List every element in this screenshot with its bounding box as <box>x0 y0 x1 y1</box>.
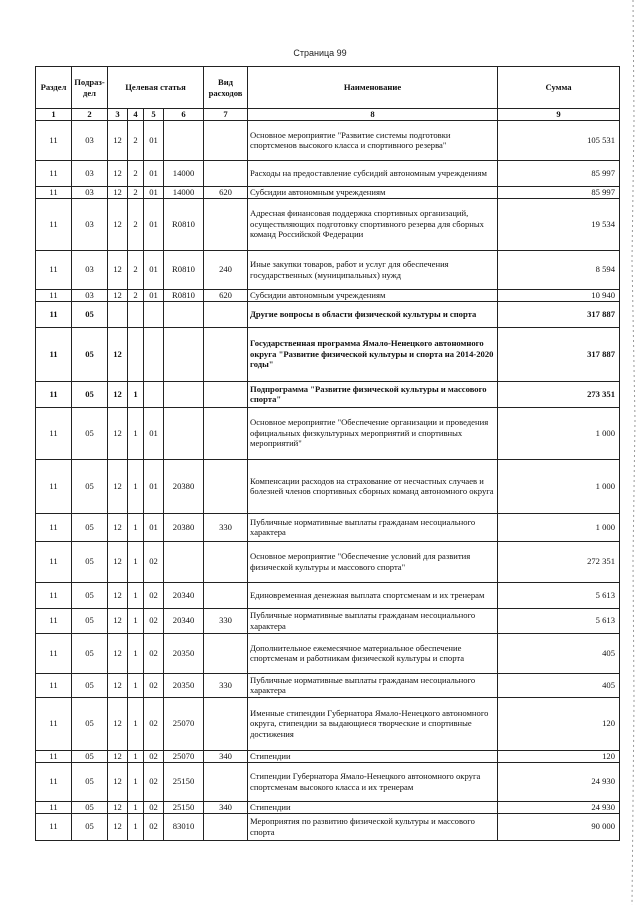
cell-cs3: 02 <box>144 608 164 633</box>
table-row <box>36 289 620 301</box>
cell-cs1: 12 <box>108 198 128 250</box>
cell-naimenovanie: Публичные нормативные выплаты гражданам несоциального характера <box>248 608 498 633</box>
header-razdel: Раздел <box>36 67 72 109</box>
budget-table <box>35 66 620 841</box>
cell-podrazdel: 05 <box>72 608 108 633</box>
cell-cs4: R0810 <box>164 250 204 289</box>
cell-cs2: 1 <box>128 541 144 582</box>
cell-cs3 <box>144 327 164 381</box>
cell-cs1: 12 <box>108 633 128 673</box>
cell-vid <box>204 633 248 673</box>
cell-cs1: 12 <box>108 697 128 750</box>
cell-cs2: 2 <box>128 120 144 160</box>
cell-cs2: 1 <box>128 801 144 813</box>
cell-naimenovanie: Основное мероприятие "Обеспечение условий для развития физической культуры и массового спорта" <box>248 541 498 582</box>
cell-naimenovanie: Стипендии Губернатора Ямало-Ненецкого автономного округа спортсменам высокого класса и их тренерам <box>248 762 498 801</box>
cell-cs2: 1 <box>128 582 144 608</box>
cell-podrazdel: 03 <box>72 160 108 186</box>
cell-podrazdel: 05 <box>72 801 108 813</box>
cell-podrazdel: 03 <box>72 250 108 289</box>
cell-cs4: 20380 <box>164 513 204 541</box>
cell-summa: 105 531 <box>498 120 620 160</box>
cell-razdel: 11 <box>36 459 72 513</box>
cell-cs1: 12 <box>108 160 128 186</box>
scan-edge-artifact <box>626 0 640 905</box>
cell-summa: 10 940 <box>498 289 620 301</box>
cell-cs2: 2 <box>128 198 144 250</box>
cell-razdel: 11 <box>36 289 72 301</box>
cell-podrazdel: 05 <box>72 301 108 327</box>
cell-cs4: 25150 <box>164 762 204 801</box>
cell-cs2: 1 <box>128 459 144 513</box>
cell-cs2 <box>128 301 144 327</box>
cell-cs4: 25070 <box>164 697 204 750</box>
colnum: 5 <box>144 109 164 121</box>
cell-cs2: 1 <box>128 673 144 697</box>
cell-razdel: 11 <box>36 250 72 289</box>
cell-podrazdel: 03 <box>72 120 108 160</box>
cell-naimenovanie: Основное мероприятие "Обеспечение организации и проведения официальных физкультурных мероприятий и спортивных мероприятий" <box>248 407 498 459</box>
cell-vid <box>204 541 248 582</box>
cell-vid <box>204 813 248 840</box>
cell-cs1: 12 <box>108 289 128 301</box>
cell-summa: 24 930 <box>498 801 620 813</box>
cell-cs3: 02 <box>144 750 164 762</box>
table-header-row <box>36 67 620 109</box>
cell-cs3: 01 <box>144 160 164 186</box>
cell-summa: 273 351 <box>498 381 620 407</box>
cell-cs3: 01 <box>144 186 164 198</box>
cell-summa: 120 <box>498 750 620 762</box>
cell-summa: 19 534 <box>498 198 620 250</box>
cell-razdel: 11 <box>36 582 72 608</box>
colnum: 8 <box>248 109 498 121</box>
header-naimenovanie: Наименование <box>248 67 498 109</box>
cell-cs3 <box>144 301 164 327</box>
cell-cs4: 20350 <box>164 673 204 697</box>
table-row <box>36 633 620 673</box>
cell-cs1: 12 <box>108 186 128 198</box>
cell-summa: 120 <box>498 697 620 750</box>
cell-summa: 272 351 <box>498 541 620 582</box>
cell-naimenovanie: Адресная финансовая поддержка спортивных организаций, осуществляющих подготовку спортивного резерва для сборных команд Российской Федерации <box>248 198 498 250</box>
cell-vid: 620 <box>204 289 248 301</box>
cell-cs1: 12 <box>108 750 128 762</box>
cell-naimenovanie: Единовременная денежная выплата спортсменам и их тренерам <box>248 582 498 608</box>
cell-cs2: 1 <box>128 381 144 407</box>
cell-vid <box>204 327 248 381</box>
cell-vid <box>204 120 248 160</box>
cell-vid <box>204 407 248 459</box>
cell-cs2: 1 <box>128 633 144 673</box>
cell-podrazdel: 05 <box>72 513 108 541</box>
cell-cs1: 12 <box>108 582 128 608</box>
cell-cs1: 12 <box>108 673 128 697</box>
cell-cs4: 14000 <box>164 160 204 186</box>
table-row <box>36 160 620 186</box>
cell-podrazdel: 05 <box>72 407 108 459</box>
cell-razdel: 11 <box>36 608 72 633</box>
cell-cs2: 1 <box>128 608 144 633</box>
cell-cs1: 12 <box>108 120 128 160</box>
cell-cs1: 12 <box>108 813 128 840</box>
cell-cs4: 20380 <box>164 459 204 513</box>
header-podrazdel: Подраз- дел <box>72 67 108 109</box>
table-row <box>36 513 620 541</box>
cell-vid: 330 <box>204 673 248 697</box>
cell-naimenovanie: Стипендии <box>248 750 498 762</box>
cell-cs1: 12 <box>108 541 128 582</box>
cell-cs1: 12 <box>108 407 128 459</box>
cell-podrazdel: 03 <box>72 289 108 301</box>
cell-podrazdel: 05 <box>72 813 108 840</box>
cell-cs4 <box>164 407 204 459</box>
cell-cs3: 02 <box>144 801 164 813</box>
table-row <box>36 697 620 750</box>
cell-cs1: 12 <box>108 327 128 381</box>
table-row <box>36 801 620 813</box>
cell-cs1: 12 <box>108 801 128 813</box>
cell-cs3: 02 <box>144 813 164 840</box>
cell-cs1: 12 <box>108 513 128 541</box>
cell-vid <box>204 762 248 801</box>
cell-naimenovanie: Расходы на предоставление субсидий автономным учреждениям <box>248 160 498 186</box>
cell-cs4: 20350 <box>164 633 204 673</box>
cell-cs1: 12 <box>108 250 128 289</box>
cell-summa: 1 000 <box>498 459 620 513</box>
cell-cs1: 12 <box>108 381 128 407</box>
cell-cs3: 01 <box>144 513 164 541</box>
cell-razdel: 11 <box>36 198 72 250</box>
cell-razdel: 11 <box>36 673 72 697</box>
cell-naimenovanie: Мероприятия по развитию физической культуры и массового спорта <box>248 813 498 840</box>
cell-podrazdel: 05 <box>72 697 108 750</box>
cell-cs3: 01 <box>144 198 164 250</box>
cell-vid <box>204 582 248 608</box>
cell-naimenovanie: Субсидии автономным учреждениям <box>248 186 498 198</box>
cell-cs1: 12 <box>108 762 128 801</box>
cell-cs1 <box>108 301 128 327</box>
cell-vid: 620 <box>204 186 248 198</box>
cell-razdel: 11 <box>36 801 72 813</box>
cell-razdel: 11 <box>36 541 72 582</box>
cell-cs4: 83010 <box>164 813 204 840</box>
cell-vid: 240 <box>204 250 248 289</box>
cell-vid <box>204 459 248 513</box>
cell-cs3: 02 <box>144 633 164 673</box>
cell-summa: 85 997 <box>498 160 620 186</box>
cell-razdel: 11 <box>36 813 72 840</box>
cell-cs3: 02 <box>144 582 164 608</box>
cell-cs4: 20340 <box>164 608 204 633</box>
cell-cs4 <box>164 541 204 582</box>
cell-cs2: 1 <box>128 407 144 459</box>
table-row <box>36 301 620 327</box>
table-row <box>36 762 620 801</box>
cell-podrazdel: 05 <box>72 633 108 673</box>
cell-naimenovanie: Публичные нормативные выплаты гражданам несоциального характера <box>248 513 498 541</box>
cell-razdel: 11 <box>36 327 72 381</box>
colnum: 7 <box>204 109 248 121</box>
cell-podrazdel: 05 <box>72 459 108 513</box>
table-row <box>36 407 620 459</box>
cell-cs4: 14000 <box>164 186 204 198</box>
cell-vid <box>204 198 248 250</box>
table-row <box>36 541 620 582</box>
cell-podrazdel: 05 <box>72 381 108 407</box>
cell-naimenovanie: Стипендии <box>248 801 498 813</box>
cell-cs4 <box>164 327 204 381</box>
cell-podrazdel: 03 <box>72 186 108 198</box>
cell-cs2 <box>128 327 144 381</box>
cell-cs3: 01 <box>144 250 164 289</box>
cell-podrazdel: 05 <box>72 673 108 697</box>
cell-vid: 330 <box>204 608 248 633</box>
cell-cs3 <box>144 381 164 407</box>
cell-vid: 340 <box>204 801 248 813</box>
cell-naimenovanie: Иные закупки товаров, работ и услуг для обеспечения государственных (муниципальных) нужд <box>248 250 498 289</box>
cell-podrazdel: 05 <box>72 582 108 608</box>
cell-razdel: 11 <box>36 301 72 327</box>
header-summa: Сумма <box>498 67 620 109</box>
cell-podrazdel: 03 <box>72 198 108 250</box>
cell-razdel: 11 <box>36 381 72 407</box>
table-row <box>36 459 620 513</box>
cell-razdel: 11 <box>36 120 72 160</box>
cell-vid <box>204 697 248 750</box>
cell-vid: 340 <box>204 750 248 762</box>
cell-vid <box>204 381 248 407</box>
cell-cs4 <box>164 381 204 407</box>
cell-vid <box>204 301 248 327</box>
colnum: 4 <box>128 109 144 121</box>
cell-cs3: 01 <box>144 289 164 301</box>
cell-naimenovanie: Подпрограмма "Развитие физической культуры и массового спорта" <box>248 381 498 407</box>
colnum: 3 <box>108 109 128 121</box>
table-row <box>36 327 620 381</box>
cell-summa: 1 000 <box>498 407 620 459</box>
cell-vid <box>204 160 248 186</box>
header-vid-rashodov: Вид расходов <box>204 67 248 109</box>
table-row <box>36 186 620 198</box>
table-row <box>36 608 620 633</box>
cell-podrazdel: 05 <box>72 762 108 801</box>
table-row <box>36 198 620 250</box>
cell-cs2: 1 <box>128 750 144 762</box>
cell-cs4: R0810 <box>164 198 204 250</box>
cell-naimenovanie: Государственная программа Ямало-Ненецкого автономного округа "Развитие физической культуры и спорта на 2014-2020 годы" <box>248 327 498 381</box>
cell-razdel: 11 <box>36 160 72 186</box>
colnum: 1 <box>36 109 72 121</box>
cell-cs3: 01 <box>144 120 164 160</box>
cell-cs3: 01 <box>144 407 164 459</box>
cell-razdel: 11 <box>36 697 72 750</box>
cell-razdel: 11 <box>36 407 72 459</box>
column-number-row <box>36 109 620 121</box>
cell-cs3: 02 <box>144 673 164 697</box>
cell-cs4: 25150 <box>164 801 204 813</box>
cell-summa: 317 887 <box>498 327 620 381</box>
cell-cs2: 1 <box>128 813 144 840</box>
cell-cs2: 1 <box>128 697 144 750</box>
cell-summa: 5 613 <box>498 582 620 608</box>
page-label: Страница 99 <box>293 48 347 58</box>
cell-naimenovanie: Дополнительное ежемесячное материальное обеспечение спортсменам и работникам физической культуры и спорта <box>248 633 498 673</box>
cell-cs3: 02 <box>144 762 164 801</box>
cell-summa: 8 594 <box>498 250 620 289</box>
cell-cs2: 2 <box>128 289 144 301</box>
table-row <box>36 250 620 289</box>
cell-razdel: 11 <box>36 762 72 801</box>
cell-summa: 24 930 <box>498 762 620 801</box>
header-celevaya-statya: Целевая статья <box>108 67 204 109</box>
cell-razdel: 11 <box>36 633 72 673</box>
cell-cs4: 20340 <box>164 582 204 608</box>
cell-cs3: 02 <box>144 541 164 582</box>
cell-cs2: 2 <box>128 250 144 289</box>
cell-summa: 1 000 <box>498 513 620 541</box>
cell-naimenovanie: Субсидии автономным учреждениям <box>248 289 498 301</box>
colnum: 9 <box>498 109 620 121</box>
cell-naimenovanie: Основное мероприятие "Развитие системы подготовки спортсменов высокого класса и спортивного резерва" <box>248 120 498 160</box>
cell-podrazdel: 05 <box>72 327 108 381</box>
cell-razdel: 11 <box>36 513 72 541</box>
cell-vid: 330 <box>204 513 248 541</box>
cell-razdel: 11 <box>36 186 72 198</box>
cell-cs3: 02 <box>144 697 164 750</box>
cell-summa: 5 613 <box>498 608 620 633</box>
table-row <box>36 750 620 762</box>
table-row <box>36 120 620 160</box>
cell-naimenovanie: Другие вопросы в области физической культуры и спорта <box>248 301 498 327</box>
colnum: 6 <box>164 109 204 121</box>
table-row <box>36 813 620 840</box>
cell-summa: 85 997 <box>498 186 620 198</box>
cell-naimenovanie: Публичные нормативные выплаты гражданам несоциального характера <box>248 673 498 697</box>
cell-cs2: 1 <box>128 513 144 541</box>
cell-summa: 317 887 <box>498 301 620 327</box>
colnum: 2 <box>72 109 108 121</box>
cell-cs1: 12 <box>108 459 128 513</box>
table-row <box>36 582 620 608</box>
cell-naimenovanie: Компенсации расходов на страхование от несчастных случаев и болезней членов спортивных сборных команд автономного округа <box>248 459 498 513</box>
cell-cs4 <box>164 120 204 160</box>
cell-razdel: 11 <box>36 750 72 762</box>
cell-cs4 <box>164 301 204 327</box>
cell-podrazdel: 05 <box>72 541 108 582</box>
table-row <box>36 673 620 697</box>
cell-cs2: 2 <box>128 160 144 186</box>
cell-cs4: 25070 <box>164 750 204 762</box>
cell-cs3: 01 <box>144 459 164 513</box>
cell-naimenovanie: Именные стипендии Губернатора Ямало-Ненецкого автономного округа, стипендии за выдающиеся творческие и спортивные достижения <box>248 697 498 750</box>
cell-cs2: 1 <box>128 762 144 801</box>
cell-podrazdel: 05 <box>72 750 108 762</box>
cell-cs2: 2 <box>128 186 144 198</box>
cell-cs4: R0810 <box>164 289 204 301</box>
cell-summa: 405 <box>498 673 620 697</box>
table-row <box>36 381 620 407</box>
cell-summa: 405 <box>498 633 620 673</box>
cell-cs1: 12 <box>108 608 128 633</box>
cell-summa: 90 000 <box>498 813 620 840</box>
